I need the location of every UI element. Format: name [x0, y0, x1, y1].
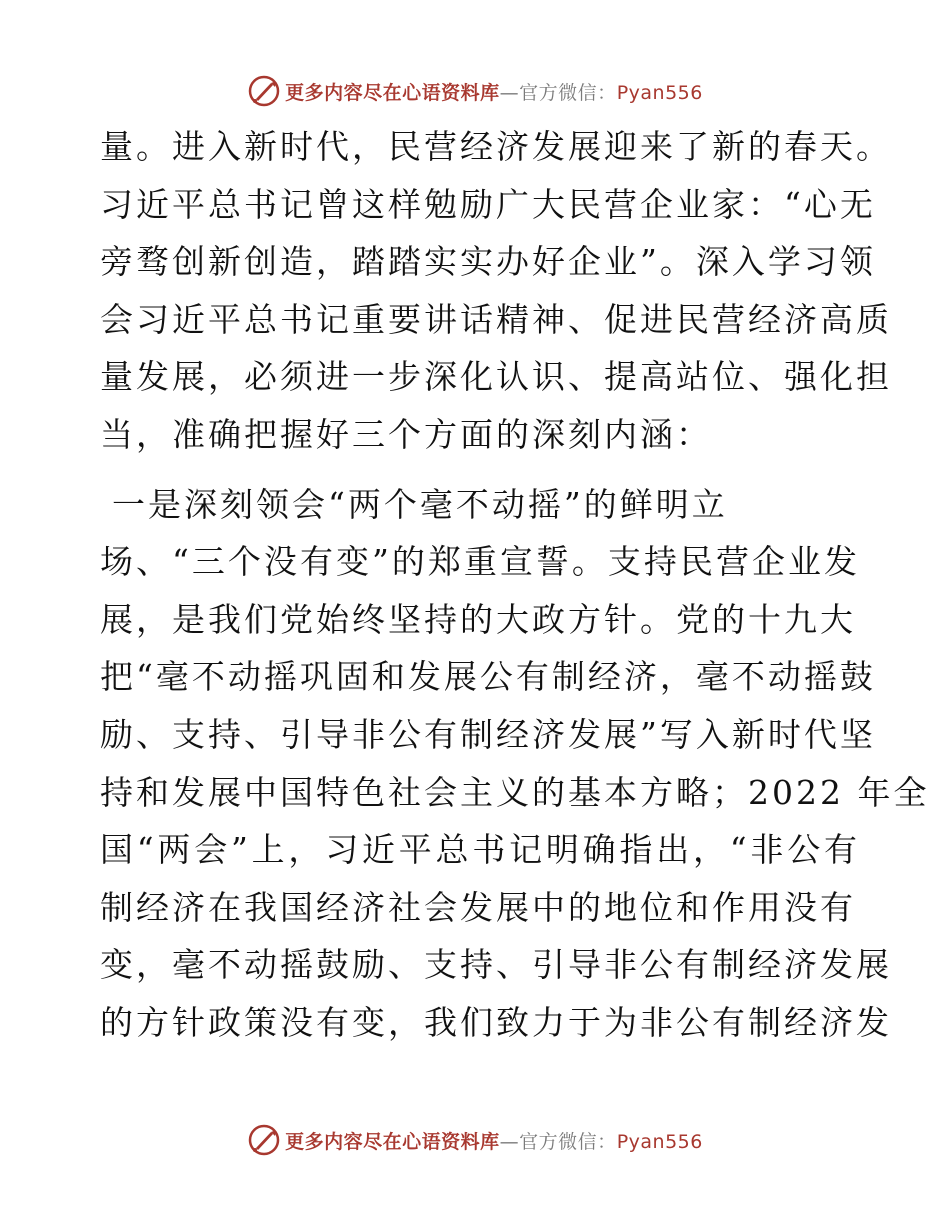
paragraph-gap [100, 464, 860, 476]
text-line: 量。进入新时代，民营经济发展迎来了新的春天。 [100, 127, 892, 166]
watermark-dash: — [499, 1130, 520, 1153]
text-line: 旁骛创新创造，踏踏实实办好企业”。深入学习领 [100, 242, 876, 282]
watermark-wechat-handle: Pyan556 [616, 81, 703, 104]
text-line: 变，毫不动摇鼓励、支持、引导非公有制经济发展 [100, 945, 892, 985]
text-line: 场、“三个没有变”的郑重宣誓。支持民营企业发 [100, 542, 860, 582]
text-line: 持和发展中国特色社会主义的基本方略；2022 年全 [100, 772, 930, 812]
text-line: 量发展，必须进一步深化认识、提高站位、强化担 [100, 357, 892, 397]
footer-watermark [0, 1120, 950, 1160]
text-line: 国“两会”上，习近平总书记明确指出，“非公有 [100, 830, 860, 870]
document-body [100, 118, 930, 1052]
watermark-text [285, 1127, 703, 1154]
text-line: 习近平总书记曾这样勉励广大民营企业家：“心无 [100, 184, 876, 224]
text-line: 展，是我们党始终坚持的大政方针。党的十九大 [100, 599, 856, 639]
text-line: 把“毫不动摇巩固和发展公有制经济，毫不动摇鼓 [100, 657, 876, 697]
watermark-wechat-handle: Pyan556 [616, 1130, 703, 1153]
quill-pen-logo-icon [247, 1123, 281, 1157]
text-line: 当，准确把握好三个方面的深刻内涵： [100, 414, 712, 454]
text-line: 一是深刻领会“两个毫不动摇”的鲜明立 [112, 484, 728, 524]
text-line: 励、支持、引导非公有制经济发展”写入新时代坚 [100, 714, 876, 754]
quill-pen-logo-icon [247, 74, 281, 108]
watermark-text [285, 78, 703, 105]
watermark-site-name: 更多内容尽在心语资料库 [285, 81, 500, 104]
watermark-official-label: 官方微信： [519, 81, 617, 104]
watermark-dash: — [499, 81, 520, 104]
watermark-official-label: 官方微信： [519, 1130, 617, 1153]
paragraph-1 [100, 118, 892, 464]
text-line: 制经济在我国经济社会发展中的地位和作用没有 [100, 887, 856, 927]
header-watermark [0, 71, 950, 111]
text-line: 的方针政策没有变，我们致力于为非公有制经济发 [100, 1002, 892, 1042]
text-line: 会习近平总书记重要讲话精神、促进民营经济高质 [100, 299, 892, 339]
paragraph-2 [100, 476, 930, 1052]
watermark-site-name: 更多内容尽在心语资料库 [285, 1130, 500, 1153]
